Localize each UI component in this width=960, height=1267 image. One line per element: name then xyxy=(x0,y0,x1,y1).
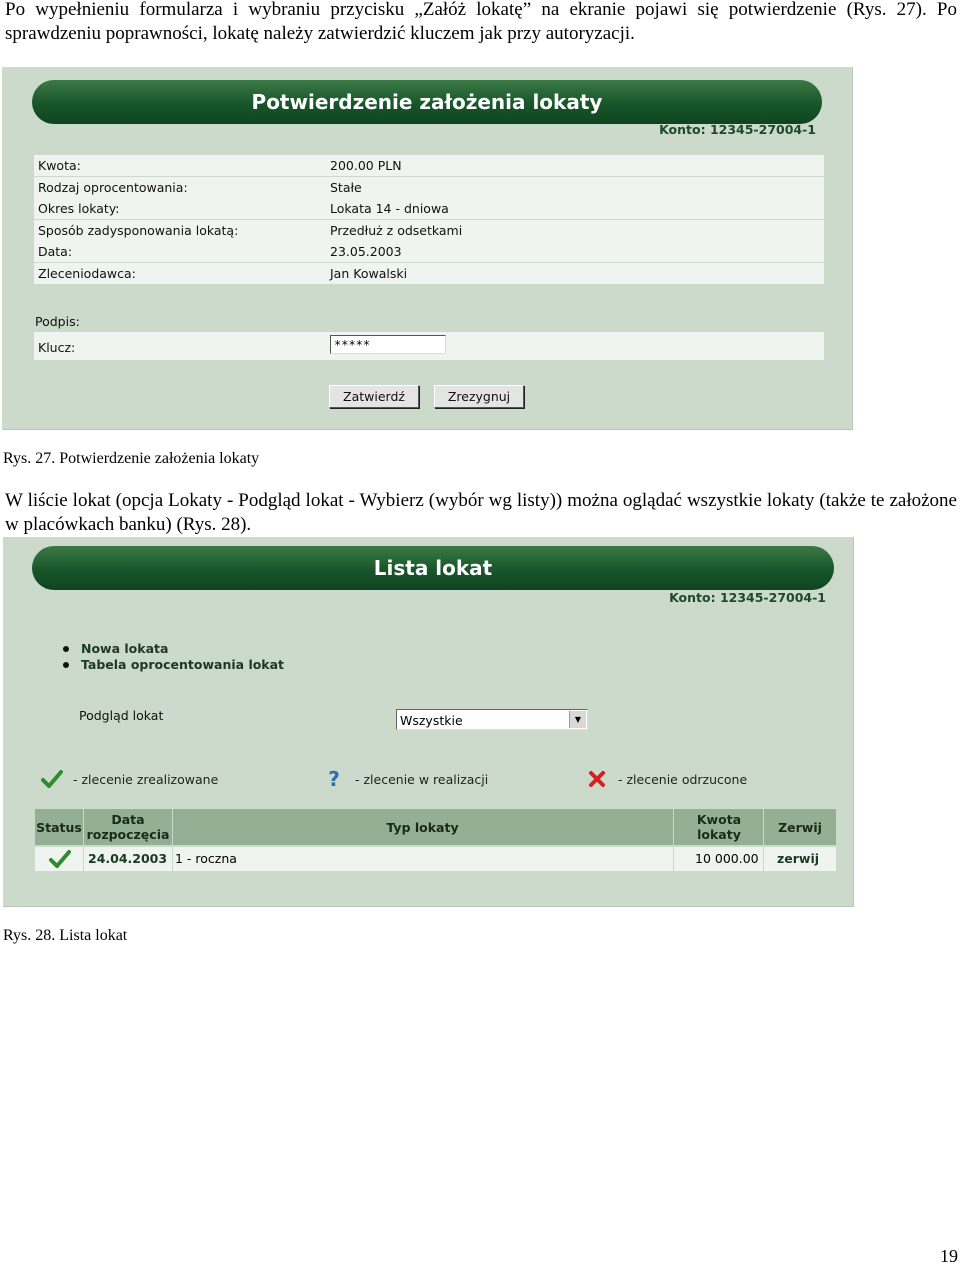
intro-paragraph: Po wypełnieniu formularza i wybraniu przycisku „Załóż lokatę” na ekranie pojawi się potwierdzenie (Rys. 27). Po sprawdzeniu poprawności, lokatę należy zatwierdzić kluczem jak przy autoryzacji. xyxy=(5,0,957,44)
deposit-list-screenshot xyxy=(3,537,854,907)
detail-value: Przedłuż z odsetkami xyxy=(330,223,463,238)
detail-value: Stałe xyxy=(330,180,362,195)
key-input[interactable]: ***** xyxy=(330,335,446,354)
key-label: Klucz: xyxy=(38,340,76,355)
column-header-start-date: Data rozpoczęcia xyxy=(86,812,170,842)
interest-table-link[interactable]: Tabela oprocentowania lokat xyxy=(63,657,284,673)
detail-label: Okres lokaty: xyxy=(38,201,120,216)
detail-label: Sposób zadysponowania lokatą: xyxy=(38,223,239,238)
column-header-type: Typ lokaty xyxy=(386,819,459,835)
cancel-deposit-link[interactable]: zerwij xyxy=(777,851,820,866)
detail-row-date xyxy=(34,241,824,262)
detail-row-disposition xyxy=(34,220,824,241)
legend-label: - zlecenie odrzucone xyxy=(618,771,748,787)
legend-label: - zlecenie zrealizowane xyxy=(73,771,219,787)
action-links xyxy=(63,641,284,673)
row-amount: 10 000.00 xyxy=(695,851,759,866)
row-type: 1 - roczna xyxy=(175,851,237,866)
detail-value: Lokata 14 - dniowa xyxy=(330,201,449,216)
detail-row-amount xyxy=(34,155,824,176)
detail-label: Zleceniodawca: xyxy=(38,266,136,281)
legend-label: - zlecenie w realizacji xyxy=(355,771,489,787)
figure-28-caption: Rys. 28. Lista lokat xyxy=(3,927,128,944)
deposit-filter-select[interactable] xyxy=(396,709,588,730)
check-icon xyxy=(49,850,71,871)
legend-in-progress xyxy=(323,769,488,789)
account-number: Konto: 12345-27004-1 xyxy=(659,122,816,137)
row-start-date: 24.04.2003 xyxy=(88,851,168,866)
confirmation-screenshot xyxy=(2,67,853,430)
detail-value: 23.05.2003 xyxy=(330,244,402,259)
detail-row-ordering-party xyxy=(34,263,824,284)
preview-label: Podgląd lokat xyxy=(79,708,164,723)
detail-row-period xyxy=(34,198,824,219)
detail-value: 200.00 PLN xyxy=(330,158,402,173)
new-deposit-link[interactable]: Nowa lokata xyxy=(63,641,284,657)
list-title: Lista lokat xyxy=(32,546,834,590)
cross-icon xyxy=(586,769,608,789)
account-number: Konto: 12345-27004-1 xyxy=(669,590,826,605)
chevron-down-icon[interactable]: ▼ xyxy=(569,711,586,728)
detail-label: Rodzaj oprocentowania: xyxy=(38,180,188,195)
legend-rejected xyxy=(586,769,747,789)
middle-paragraph: W liście lokat (opcja Lokaty - Podgląd lokat - Wybierz (wybór wg listy)) można oglądać wszystkie lokaty (także te założone w placówkach banku) (Rys. 28). xyxy=(5,490,957,535)
question-icon: ? xyxy=(328,767,340,791)
confirmation-title: Potwierdzenie założenia lokaty xyxy=(32,80,822,124)
signature-label: Podpis: xyxy=(35,314,80,329)
page-number: 19 xyxy=(940,1246,958,1266)
detail-row-rate-type xyxy=(34,177,824,198)
legend-completed xyxy=(41,769,218,789)
column-header-amount: Kwota lokaty xyxy=(696,812,742,842)
detail-label: Kwota: xyxy=(38,158,81,173)
cancel-button[interactable]: Zrezygnuj xyxy=(434,385,524,408)
column-header-cancel: Zerwij xyxy=(778,819,822,835)
table-header xyxy=(35,809,836,845)
check-icon xyxy=(41,769,63,789)
detail-label: Data: xyxy=(38,244,73,259)
detail-value: Jan Kowalski xyxy=(330,266,408,281)
figure-27-caption: Rys. 27. Potwierdzenie założenia lokaty xyxy=(3,450,260,467)
select-value: Wszystkie xyxy=(400,713,463,728)
table-row xyxy=(35,847,836,871)
column-header-status: Status xyxy=(36,819,82,835)
confirm-button[interactable]: Zatwierdź xyxy=(329,385,419,408)
